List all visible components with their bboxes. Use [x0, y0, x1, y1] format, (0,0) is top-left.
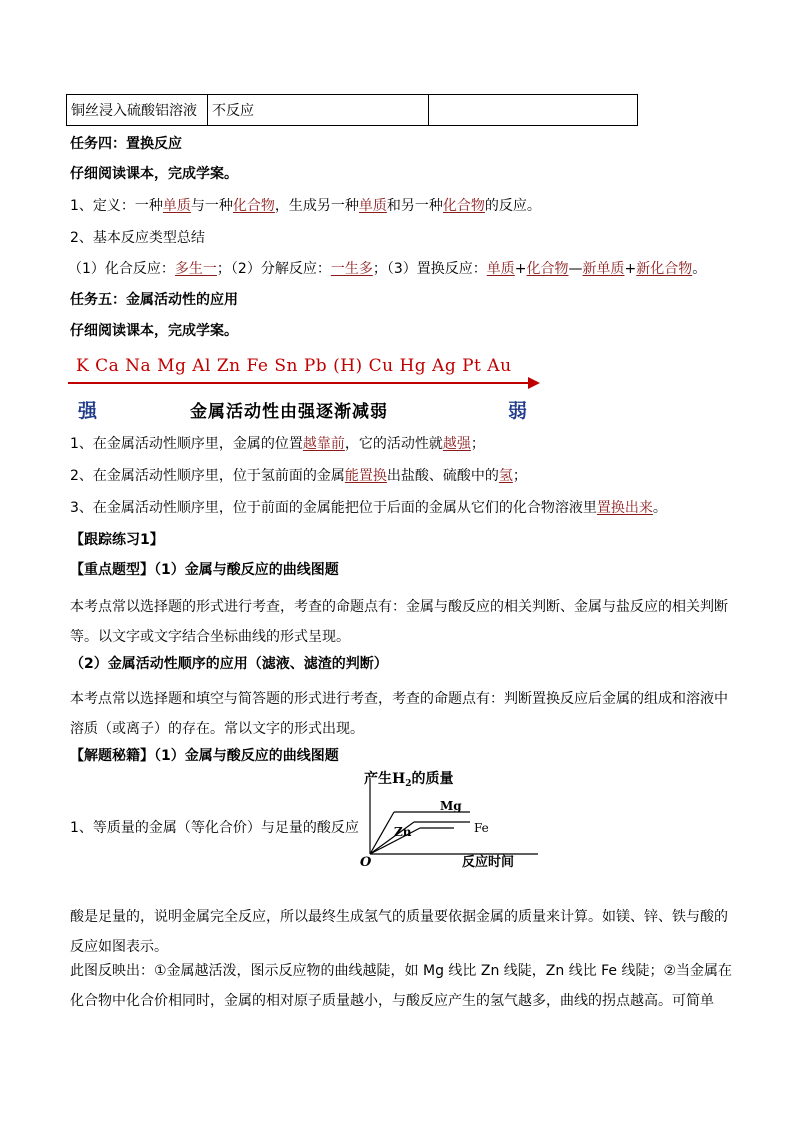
- types-text: ；（2）分解反应：: [216, 261, 331, 277]
- tip-1: （1）金属与酸反应的曲线图题: [154, 748, 339, 764]
- answer-blank: 置换出来: [596, 500, 653, 516]
- rule-text: 1、在金属活动性顺序里，金属的位置: [70, 436, 303, 452]
- key-type-tag: 【重点题型】: [70, 562, 154, 578]
- definition-text: 1、定义：一种: [70, 198, 163, 214]
- key-type-1-desc: 本考点常以选择题的形式进行考查，考查的命题点有：金属与酸反应的相关判断、金属与盐反应的相关判断等。以文字或文字结合坐标曲线的形式呈现。: [70, 599, 728, 645]
- origin-label: O: [360, 855, 372, 870]
- answer-blank: 化合物: [442, 198, 485, 214]
- answer-blank: 氢: [498, 468, 513, 484]
- rule-text: 出盐酸、硫酸中的: [386, 468, 499, 484]
- answer-blank: 越强: [442, 436, 471, 452]
- paragraph-1: 酸是足量的，说明金属完全反应，所以最终生成氢气的质量要依据金属的质量来计算。如镁、锌、铁与酸的反应如图表示。: [70, 909, 728, 955]
- task5-heading: 任务五：金属活动性的应用: [70, 292, 238, 308]
- rule-text: ；: [512, 468, 527, 484]
- rule-3: [70, 498, 667, 518]
- summary-title: 2、基本反应类型总结: [70, 230, 205, 246]
- rule-text: 2、在金属活动性顺序里，位于氢前面的金属: [70, 468, 345, 484]
- key-type-2-desc: 本考点常以选择题和填空与简答题的形式进行考查，考查的命题点有：判断置换反应后金属的组成和溶液中溶质（或离子）的存在。常以文字的形式出现。: [70, 691, 728, 737]
- table-row: [67, 95, 638, 126]
- rule-text: ，它的活动性就: [344, 436, 443, 452]
- chart-x-label: 反应时间: [462, 855, 515, 870]
- activity-arrow-line: [68, 382, 530, 384]
- types-text: +: [514, 261, 527, 277]
- types-text: （1）化合反应：: [68, 261, 175, 277]
- chart-y-label: 产生$H_2$的质量: [364, 771, 454, 789]
- definition-text: ，生成另一种: [274, 198, 359, 214]
- answer-blank: 新单质: [582, 261, 625, 277]
- key-type-heading: [70, 560, 339, 580]
- weak-label: 弱: [508, 400, 528, 422]
- rule-text: ；: [470, 436, 485, 452]
- rule-text: 。: [652, 500, 667, 516]
- definition-text: 和另一种: [386, 198, 443, 214]
- task4-instruction: 仔细阅读课本，完成学案。: [70, 166, 238, 182]
- tip-heading: [70, 746, 339, 766]
- answer-blank: 越靠前: [302, 436, 345, 452]
- types-text: ；（3）置换反应：: [372, 261, 487, 277]
- types-text: +: [624, 261, 637, 277]
- mg-label: Mg: [440, 799, 462, 813]
- answer-blank: 单质: [486, 261, 515, 277]
- answer-blank: 多生一: [174, 261, 217, 277]
- task4-heading: 任务四：置换反应: [70, 136, 182, 152]
- rule-text: 3、在金属活动性顺序里，位于前面的金属能把位于后面的金属从它们的化合物溶液里: [70, 500, 597, 516]
- answer-blank: 新化合物: [636, 261, 693, 277]
- answer-blank: 化合物: [526, 261, 569, 277]
- answer-blank: 单质: [162, 198, 191, 214]
- strong-label: 强: [78, 400, 98, 422]
- definition-text: 的反应。: [484, 198, 541, 214]
- definition-line: [70, 196, 541, 216]
- activity-trend-label: 金属活动性由强逐渐减弱: [190, 402, 388, 422]
- types-text: 。: [692, 261, 707, 277]
- practice-title: 【跟踪练习1】: [70, 532, 164, 548]
- arrow-right-icon: [528, 377, 540, 389]
- paragraph-2: 此图反映出：①金属越活泼，图示反应物的曲线越陡，如 Mg 线比 Zn 线陡，Zn 线比 Fe 线陡；②当金属在化合物中化合价相同时，金属的相对原子质量越小，与酸反应产生的氢气越多，曲线的拐点越高。可简单: [70, 963, 733, 1009]
- task5-instruction: 仔细阅读课本，完成学案。: [70, 323, 238, 339]
- item-1: 1、等质量的金属（等化合价）与足量的酸反应: [70, 820, 359, 836]
- key-type-2: （2）金属活动性顺序的应用（滤液、滤渣的判断）: [70, 656, 388, 672]
- types-text: —: [568, 261, 583, 277]
- answer-blank: 一生多: [330, 261, 373, 277]
- reaction-table: [66, 94, 638, 126]
- activity-series: K Ca Na Mg Al Zn Fe Sn Pb (H) Cu Hg Ag Pt Au: [76, 356, 512, 376]
- answer-blank: 化合物: [232, 198, 275, 214]
- tip-tag: 【解题秘籍】: [70, 748, 154, 764]
- answer-blank: 能置换: [344, 468, 387, 484]
- rule-2: [70, 466, 527, 486]
- answer-blank: 单质: [358, 198, 387, 214]
- rule-1: [70, 434, 485, 454]
- h2-mass-chart: [352, 766, 552, 870]
- table-cell-phenomenon: 不反应: [208, 95, 429, 126]
- table-cell-experiment: 铜丝浸入硫酸铝溶液: [67, 95, 208, 126]
- table-cell-conclusion: [429, 95, 638, 126]
- zn-label: Zn: [394, 825, 412, 839]
- fe-label: Fe: [474, 821, 489, 835]
- definition-text: 与一种: [190, 198, 233, 214]
- key-type-1: （1）金属与酸反应的曲线图题: [154, 562, 339, 578]
- reaction-types-line: [68, 259, 706, 279]
